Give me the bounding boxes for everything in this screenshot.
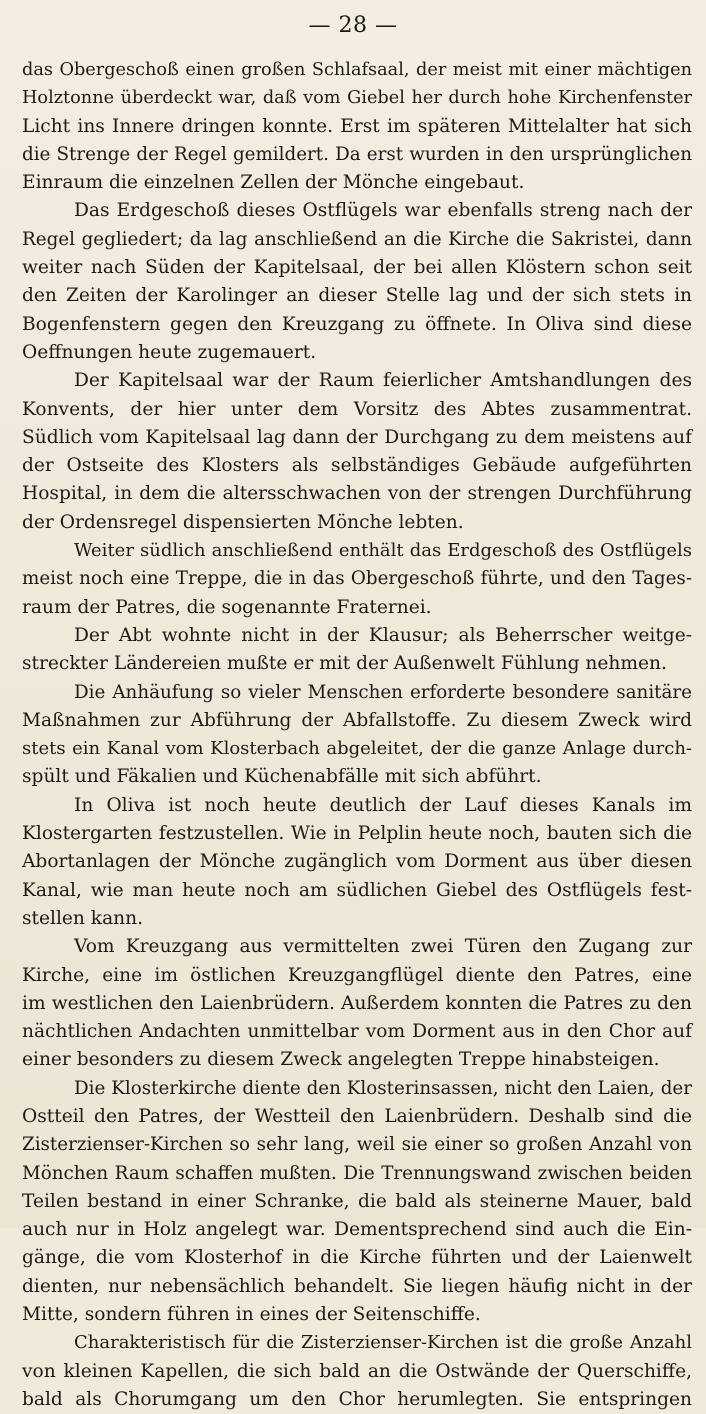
- text-line: Bogenfenstern gegen den Kreuzgang zu öffnete. In Oliva sind diese: [22, 313, 692, 335]
- text-line: Zisterzienser-Kirchen so sehr lang, weil sie einer so großen Anzahl von: [22, 1134, 692, 1156]
- text-line: Südlich vom Kapitelsaal lag dann der Durchgang zu dem meistens auf: [22, 426, 692, 448]
- text-line: die Strenge der Regel gemildert. Da erst wurden in den ursprünglichen: [22, 143, 692, 165]
- text-line: Der Kapitelsaal war der Raum feierlicher Amtshandlungen des: [74, 370, 692, 392]
- text-line: Hospital, in dem die altersschwachen von der strengen Durchführung: [22, 483, 692, 505]
- text-line: In Oliva ist noch heute deutlich der Lauf dieses Kanals im: [74, 794, 692, 816]
- text-line: stets ein Kanal vom Klosterbach abgeleitet, der die ganze Anlage durch-: [22, 738, 692, 760]
- text-line: Ostteil den Patres, der Westteil den Laienbrüdern. Deshalb sind die: [22, 1105, 692, 1127]
- text-line: Holztonne überdeckt war, daß vom Giebel her durch hohe Kirchenfenster: [22, 88, 692, 109]
- text-line: Licht ins Innere dringen konnte. Erst im späteren Mittelalter hat sich: [22, 115, 692, 137]
- text-line: auch nur in Holz angelegt war. Dementsprechend sind auch die Ein-: [22, 1219, 692, 1241]
- text-line: Die Klosterkirche diente den Klosterinsassen, nicht den Laien, der: [74, 1077, 692, 1099]
- text-line: Vom Kreuzgang aus vermittelten zwei Türen den Zugang zur: [74, 936, 692, 958]
- text-line: Oeffnungen heute zugemauert.: [22, 341, 317, 363]
- text-line: der Ordensregel dispensierten Mönche lebten.: [22, 511, 464, 533]
- text-line: den Zeiten der Karolinger an dieser Stelle lag und der sich stets in: [22, 285, 692, 307]
- text-line: stellen kann.: [22, 907, 144, 929]
- text-line: von kleinen Kapellen, die sich bald an die Ostwände der Querschiffe,: [22, 1360, 692, 1382]
- text-line: der Ostseite des Klosters als selbständiges Gebäude aufgeführten: [22, 455, 692, 477]
- body-text: [22, 56, 692, 1414]
- text-line: streckter Ländereien mußte er mit der Außenwelt Fühlung nehmen.: [22, 653, 667, 675]
- text-line: bald als Chorumgang um den Chor herumlegten. Sie entspringen: [22, 1388, 692, 1410]
- text-line: Mitte, sondern führen in eines der Seitenschiffe.: [22, 1304, 481, 1326]
- text-line: Das Erdgeschoß dieses Ostflügels war ebenfalls streng nach der: [74, 200, 692, 222]
- text-line: Maßnahmen zur Abführung der Abfallstoffe. Zu diesem Zweck wird: [22, 709, 692, 731]
- text-line: Abortanlagen der Mönche zugänglich vom Dorment aus über diesen: [22, 851, 692, 873]
- text-line: Kanal, wie man heute noch am südlichen Giebel des Ostflügels fest-: [22, 879, 692, 901]
- text-line: im westlichen den Laienbrüdern. Außerdem konnten die Patres zu den: [22, 992, 692, 1014]
- text-line: nächtlichen Andachten unmittelbar vom Dorment aus in den Chor auf: [22, 1021, 692, 1043]
- text-line: raum der Patres, die sogenannte Fraternei.: [22, 596, 432, 618]
- text-line: Die Anhäufung so vieler Menschen erforderte besondere sanitäre: [74, 681, 692, 703]
- text-line: meist noch eine Treppe, die in das Obergeschoß führte, und den Tages-: [22, 568, 692, 590]
- text-line: gänge, die vom Klosterhof in die Kirche führten und der Laienwelt: [22, 1247, 692, 1269]
- text-line: Mönchen Raum schaffen mußten. Die Trennungswand zwischen beiden: [22, 1162, 692, 1184]
- text-line: Teilen bestand in einer Schranke, die bald als steinerne Mauer, bald: [22, 1190, 692, 1212]
- text-line: Der Abt wohnte nicht in der Klausur; als Beherrscher weitge-: [74, 624, 692, 646]
- text-line: Klostergarten festzustellen. Wie in Pelplin heute noch, bauten sich die: [22, 823, 692, 845]
- text-line: Kirche, eine im östlichen Kreuzgangflügel diente den Patres, eine: [22, 964, 692, 986]
- text-line: spült und Fäkalien und Küchenabfälle mit sich abführt.: [22, 766, 542, 788]
- text-line: Weiter südlich anschließend enthält das Erdgeschoß des Ostflügels: [74, 540, 692, 562]
- text-line: Charakteristisch für die Zisterzienser-Kirchen ist die große Anzahl: [74, 1332, 692, 1354]
- text-line: Konvents, der hier unter dem Vorsitz des Abtes zusammentrat.: [22, 398, 692, 420]
- text-line: Regel gegliedert; da lag anschließend an die Kirche die Sakristei, dann: [22, 228, 692, 250]
- text-line: Einraum die einzelnen Zellen der Mönche eingebaut.: [22, 172, 525, 194]
- page-number: — 28 —: [308, 13, 398, 38]
- text-line: einer besonders zu diesem Zweck angelegten Treppe hinabsteigen.: [22, 1049, 660, 1071]
- text-line: das Obergeschoß einen großen Schlafsaal, der meist mit einer mächtigen: [22, 60, 692, 80]
- text-line: dienten, nur nebensächlich behandelt. Sie liegen häufig nicht in der: [22, 1275, 692, 1297]
- text-line: weiter nach Süden der Kapitelsaal, der bei allen Klöstern schon seit: [22, 257, 692, 279]
